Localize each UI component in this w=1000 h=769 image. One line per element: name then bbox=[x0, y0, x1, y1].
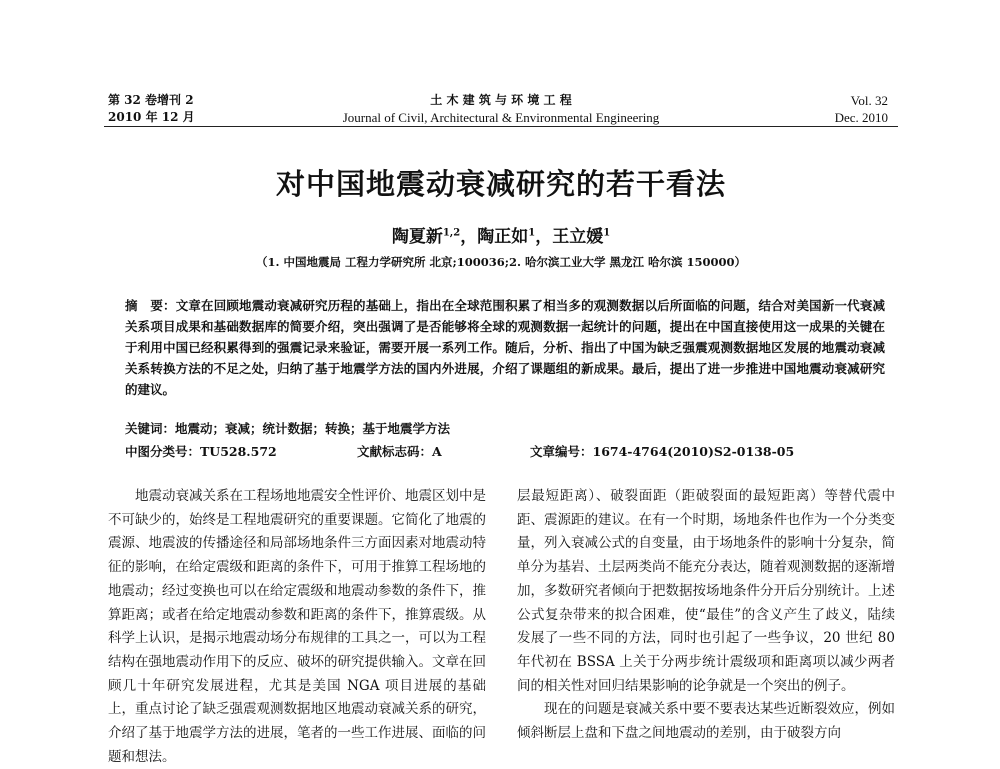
author-affil-mark: 1 bbox=[603, 227, 611, 239]
author-name: 陶夏新 bbox=[391, 227, 443, 247]
header-vol: Vol. 32 bbox=[850, 93, 888, 108]
body-column-right bbox=[517, 485, 895, 746]
author-list bbox=[104, 222, 898, 247]
header-journal bbox=[300, 92, 702, 126]
author-affil-mark: 1,2 bbox=[442, 227, 461, 239]
body-paragraph: 现在的问题是衰减关系中要不要表达某些近断裂效应，例如倾斜断层上盘和下盘之间地震动的差别，由于破裂方向 bbox=[517, 701, 895, 742]
header-volume-info bbox=[835, 92, 888, 126]
keywords: 关键词：地震动；衰减；统计数据；转换；基于地震学方法 bbox=[125, 421, 451, 436]
abstract-text: 文章在回顾地震动衰减研究历程的基础上，指出在全球范围积累了相当多的观测数据以后所面临的问题，结合对美国新一代衰减关系项目成果和基础数据库的简要介绍，突出强调了是否能够将全球的观测数据一起统计的问题，提出在中国直接使用这一成果的关键在于利用中国已经积累得到的强震记录来验证，需要开展一系列工作。随后，分析、指出了中国为缺乏强震观测数据地区发展的地震动衰减关系转换方法的不足之处，归纳了基于地震学方法的国内外进展，介绍了课题组的新成果。最后，提出了进一步推进中国地震动衰减研究的建议。 bbox=[125, 298, 885, 397]
paper-title: 对中国地震动衰减研究的若干看法 bbox=[275, 167, 726, 201]
author-separator: ， bbox=[460, 227, 478, 247]
clc-number: 中图分类号：TU528.572 bbox=[125, 444, 277, 459]
document-code: 文献标志码：A bbox=[357, 444, 442, 459]
journal-name-en: Journal of Civil, Architectural & Environmental Engineering bbox=[342, 110, 660, 125]
abstract bbox=[125, 295, 885, 400]
header-dec: Dec. 2010 bbox=[834, 110, 888, 125]
author-name: 陶正如 bbox=[477, 227, 529, 247]
article-number: 文章编号：1674-4764(2010)S2-0138-05 bbox=[530, 444, 795, 459]
body-paragraph: 地震动衰减关系在工程场地地震安全性评价、地震区划中是不可缺少的，始终是工程地震研究的重要课题。它简化了地震的震源、地震波的传播途径和局部场地条件三方面因素对地震动特征的影响，在给定震级和距离的条件下，可用于推算工程场地的地震动；经过变换也可以在给定震级和地震动参数的条件下，推算距离；或者在给定地震动参数和距离的条件下，推算震级。从科学上认识，是揭示地震动场分布规律的工具之一，可以为工程结构在强地震动作用下的反应、破坏的研究提供输入。文章在回顾几十年研究发展进程，尤其是美国 NGA 项目进展的基础上，重点讨论了缺乏强震观测数据地区地震动衰减关系的研究，介绍了基于地震学方法的进展，笔者的一些工作进展、面临的问题和想法。 bbox=[108, 488, 486, 765]
author-separator: ， bbox=[535, 227, 553, 247]
header-issue-info bbox=[108, 92, 195, 126]
author-name: 王立媛 bbox=[552, 227, 604, 247]
journal-name-cn: 土 木 建 筑 与 环 境 工 程 bbox=[430, 93, 572, 107]
header-rule bbox=[104, 126, 898, 127]
header-issue: 第 32 卷增刊 2 bbox=[108, 93, 194, 107]
author-affil-mark: 1 bbox=[528, 227, 536, 239]
affiliation: （1. 中国地震局 工程力学研究所 北京;100036;2. 哈尔滨工业大学 黑龙江 哈尔滨 150000） bbox=[255, 255, 747, 269]
body-column-left bbox=[108, 485, 486, 769]
abstract-label: 摘 要： bbox=[125, 298, 176, 313]
body-paragraph: 层最短距离）、破裂面距（距破裂面的最短距离）等替代震中距、震源距的建议。在有一个时期，场地条件也作为一个分类变量，列入衰减公式的自变量，由于场地条件的影响十分复杂，简单分为基岩、土层两类尚不能充分表达，随着观测数据的逐渐增加，多数研究者倾向于把数据按场地条件分开后分别统计。上述公式复杂带来的拟合困难，使“最佳”的含义产生了歧义，陆续发展了一些不同的方法，同时也引起了一些争议，20 世纪 80 年代初在 BSSA 上关于分两步统计震级项和距离项以减少两者间的相关性对回归结果影响的论争就是一个突出的例子。 bbox=[517, 488, 895, 694]
header-date: 2010 年 12 月 bbox=[108, 110, 195, 124]
